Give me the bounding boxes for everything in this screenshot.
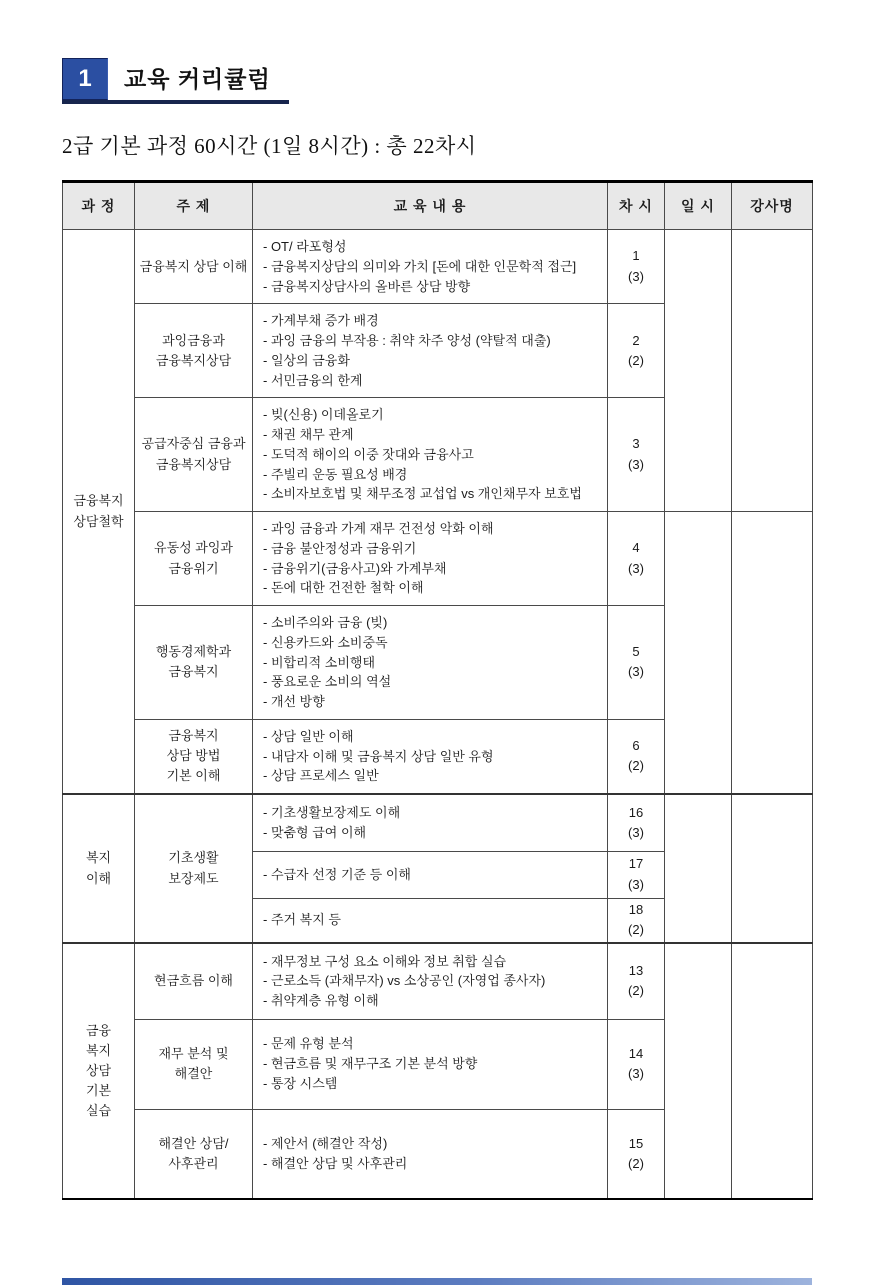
section-heading	[62, 58, 289, 104]
topic-cell: 금융복지 상담 이해	[135, 230, 253, 304]
instructor-cell	[732, 512, 813, 795]
course-summary: 2급 기본 과정 60시간 (1일 8시간) : 총 22차시	[62, 134, 477, 158]
session-cell: 4 (3)	[608, 512, 665, 606]
topic-cell: 재무 분석 및 해결안	[135, 1019, 253, 1109]
course-cell: 금융 복지 상담 기본 실습	[63, 943, 135, 1199]
topic-cell: 금융복지 상담 방법 기본 이해	[135, 719, 253, 794]
topic-cell: 현금흐름 이해	[135, 943, 253, 1019]
content-cell: - 제안서 (해결안 작성) - 해결안 상담 및 사후관리	[253, 1109, 608, 1199]
content-cell: - 기초생활보장제도 이해 - 맞춤형 급여 이해	[253, 794, 608, 851]
session-cell: 5 (3)	[608, 606, 665, 720]
session-cell: 15 (2)	[608, 1109, 665, 1199]
instructor-cell	[732, 794, 813, 943]
table-row	[63, 230, 813, 304]
col-header-date: 일 시	[665, 182, 732, 230]
content-cell: - OT/ 라포형성 - 금융복지상담의 의미와 가치 [돈에 대한 인문학적 접근] - 금융복지상담사의 올바른 상담 방향	[253, 230, 608, 304]
col-header-session: 차 시	[608, 182, 665, 230]
col-header-topic: 주 제	[135, 182, 253, 230]
section-number: 1	[78, 65, 92, 92]
session-cell: 3 (3)	[608, 398, 665, 512]
date-cell	[665, 230, 732, 512]
content-cell: - 소비주의와 금융 (빚) - 신용카드와 소비중독 - 비합리적 소비행태 - 풍요로운 소비의 역설 - 개선 방향	[253, 606, 608, 720]
topic-cell: 유동성 과잉과 금융위기	[135, 512, 253, 606]
topic-cell: 행동경제학과 금융복지	[135, 606, 253, 720]
course-cell: 금융복지 상담철학	[63, 230, 135, 795]
table-row	[63, 794, 813, 851]
table-row	[63, 943, 813, 1019]
topic-cell: 공급자중심 금융과 금융복지상담	[135, 398, 253, 512]
table-row	[63, 512, 813, 606]
topic-cell: 기초생활 보장제도	[135, 794, 253, 943]
session-cell: 13 (2)	[608, 943, 665, 1019]
session-cell: 17 (3)	[608, 851, 665, 898]
date-cell	[665, 943, 732, 1199]
content-cell: - 과잉 금융과 가계 재무 건전성 악화 이해 - 금융 불안정성과 금융위기 - 금융위기(금융사고)와 가계부채 - 돈에 대한 건전한 철학 이해	[253, 512, 608, 606]
date-cell	[665, 512, 732, 795]
instructor-cell	[732, 230, 813, 512]
session-cell: 1 (3)	[608, 230, 665, 304]
col-header-course: 과 정	[63, 182, 135, 230]
content-cell: - 주거 복지 등	[253, 898, 608, 943]
date-cell	[665, 794, 732, 943]
session-cell: 18 (2)	[608, 898, 665, 943]
section-number-box	[62, 58, 108, 100]
table-header-row	[63, 182, 813, 230]
content-cell: - 빚(신용) 이데올로기 - 채권 채무 관계 - 도덕적 해이의 이중 잣대와 금융사고 - 주빌리 운동 필요성 배경 - 소비자보호법 및 채무조정 교섭업 vs 개인채무자 보호법	[253, 398, 608, 512]
content-cell: - 문제 유형 분석 - 현금흐름 및 재무구조 기본 분석 방향 - 통장 시스템	[253, 1019, 608, 1109]
col-header-instructor: 강사명	[732, 182, 813, 230]
content-cell: - 가계부채 증가 배경 - 과잉 금융의 부작용 : 취약 차주 양성 (약탈적 대출) - 일상의 금융화 - 서민금융의 한계	[253, 304, 608, 398]
section-title: 교육 커리큘럼	[124, 66, 271, 92]
session-cell: 2 (2)	[608, 304, 665, 398]
topic-cell: 과잉금융과 금융복지상담	[135, 304, 253, 398]
content-cell: - 수급자 선정 기준 등 이해	[253, 851, 608, 898]
content-cell: - 상담 일반 이해 - 내담자 이해 및 금융복지 상담 일반 유형 - 상담 프로세스 일반	[253, 719, 608, 794]
curriculum-table	[62, 180, 813, 1200]
course-cell: 복지 이해	[63, 794, 135, 943]
content-cell: - 재무정보 구성 요소 이해와 정보 취합 실습 - 근로소득 (과채무자) vs 소상공인 (자영업 종사자) - 취약계층 유형 이해	[253, 943, 608, 1019]
footer-decoration-bar	[62, 1278, 812, 1285]
session-cell: 6 (2)	[608, 719, 665, 794]
col-header-content: 교 육 내 용	[253, 182, 608, 230]
instructor-cell	[732, 943, 813, 1199]
session-cell: 14 (3)	[608, 1019, 665, 1109]
session-cell: 16 (3)	[608, 794, 665, 851]
topic-cell: 해결안 상담/ 사후관리	[135, 1109, 253, 1199]
